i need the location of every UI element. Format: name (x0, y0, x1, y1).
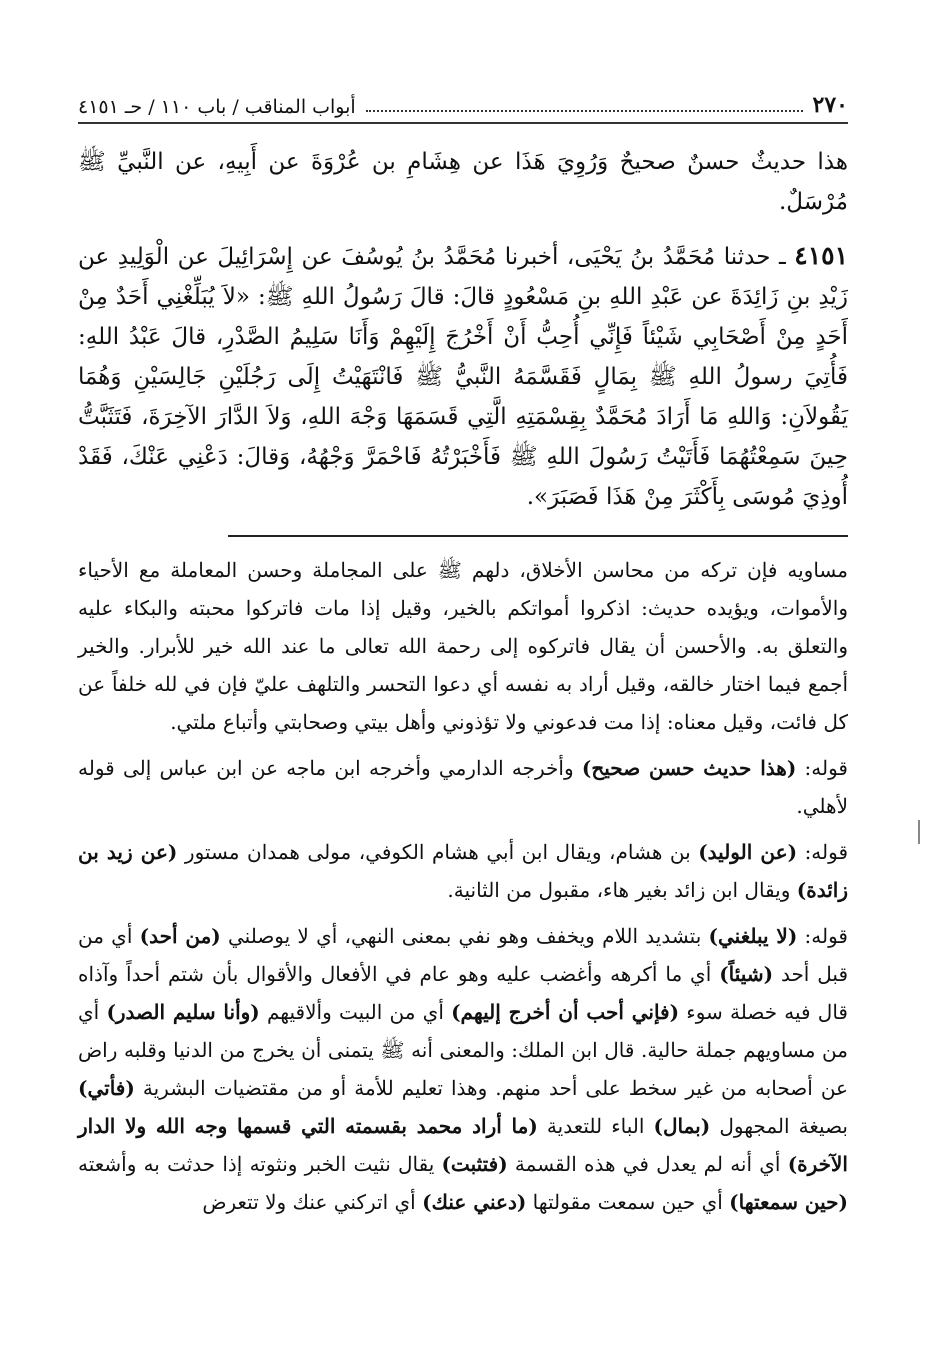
commentary-quote: (فتثبت) (441, 1152, 508, 1176)
commentary-text: وأخرجه الدارمي وأخرجه ابن ماجه عن ابن عباس إلى قوله لأهلي. (78, 756, 848, 818)
scan-edge-mark (918, 820, 920, 844)
commentary-quote: (عن الوليد) (698, 840, 798, 864)
commentary-quote: (ما أراد محمد بقسمته التي قسمها وجه الله ولا الدار الآخرة) (78, 1114, 848, 1176)
commentary-text: أي حين سمعت مقولتها (526, 1190, 730, 1214)
commentary-quote: (وأنا سليم الصدر) (106, 1000, 260, 1024)
page-number: ٢٧٠ (812, 92, 848, 118)
commentary-text: أي من مساويهم جملة حالية. قال ابن الملك: والمعنى أنه ﷺ يتمنى أن يخرج من الدنيا وقلبه راض عن أصحابه من غير سخط على أحد منهم. وهذا تعليم للأمة أو من مقتضيات البشرية (78, 1000, 848, 1100)
commentary-text: أي من قبل أحد (78, 924, 849, 986)
running-header (78, 78, 848, 118)
commentary-text: أي من البيت وألاقيهم (259, 1000, 452, 1024)
commentary-quote: (دعني عنك) (422, 1190, 527, 1214)
commentary-quote: (عن زيد بن زائدة) (78, 840, 848, 902)
commentary-text: ويقال ابن زائد بغير هاء، مقبول من الثانية. (447, 878, 797, 902)
footnote-divider (228, 535, 848, 537)
header-dot-leader (366, 108, 803, 112)
commentary-text: يقال نثيت الخبر ونثوته إذا حدثت به وأشعته (78, 1152, 442, 1176)
commentary-quote: (لا يبلغني) (708, 924, 798, 948)
commentary-paragraph-2 (78, 749, 848, 825)
commentary (78, 551, 848, 1221)
commentary-quote: (حين سمعتها) (729, 1190, 848, 1214)
main-text (78, 142, 848, 517)
main-paragraph-hadith (78, 236, 848, 517)
commentary-quote: (بمال) (653, 1114, 711, 1138)
commentary-paragraph-3 (78, 833, 848, 909)
hadith-number: ٤١٥١ (794, 241, 848, 270)
commentary-text: بتشديد اللام ويخفف وهو نفي بمعنى النهي، أي لا يوصلني (220, 924, 709, 948)
commentary-quote: (هذا حديث حسن صحيح) (581, 756, 797, 780)
commentary-paragraph-1: مساويه فإن تركه من محاسن الأخلاق، دلهم ﷺ على المجاملة وحسن المعاملة مع الأحياء والأموات، ويؤيده حديث: اذكروا أمواتكم بالخير، وقيل إذا مات فاتركوا محبته والبكاء عليه والتعلق به. والأحسن أن يقال فاتركوه إلى رحمة الله تعالى ما عند الله خير للأبرار. والخير أجمع فيما اختار خالقه، وقيل أراد به نفسه أي دعوا التحسر والتلهف عليّ فإن في لله خلفاً عن كل فائت، وقيل معناه: إذا مت فدعوني ولا تؤذوني وأهل بيتي وصحابتي وأتباع ملتي. (78, 558, 848, 734)
commentary-quote: (فإني أحب أن أخرج إليهم) (451, 1000, 680, 1024)
header-rule (78, 122, 848, 124)
commentary-text: قوله: (797, 924, 848, 948)
book-page (78, 78, 848, 1340)
commentary-text: أي ما أكرهه وأغضب عليه وهو عام في الأفعال والأقوال بأن شتم أحداً وآذاه قال فيه خصلة سوء (78, 962, 848, 1024)
commentary-text: أي أنه لم يعدل في هذه القسمة (507, 1152, 788, 1176)
commentary-paragraph-4 (78, 917, 848, 1221)
commentary-text: أي اتركني عنك ولا تتعرض (202, 1190, 423, 1214)
commentary-text: بصيغة المجهول (710, 1114, 848, 1138)
commentary-text: قوله: (796, 756, 848, 780)
main-paragraph-grading: هذا حديثٌ حسنٌ صحيحٌ وَرُوِيَ هَذَا عن هِشَامِ بن عُرْوَةَ عن أَبِيهِ، عن النَّبيِّ ﷺ مُرْسَلٌ. (78, 149, 848, 215)
hadith-text: ـ حدثنا مُحَمَّدُ بنُ يَحْيَى، أخبرنا مُحَمَّدُ بنُ يُوسُفَ عن إِسْرَائِيلَ عن الْوَلِيدِ عن زَيْدِ بنِ زَائِدَةَ عن عَبْدِ اللهِ بنِ مَسْعُودٍ قالَ: قالَ رَسُولُ اللهِ ﷺ: «لاَ يُبَلِّغْنِي أَحَدٌ مِنْ أَحَدٍ مِنْ أَصْحَابِي شَيْئاً فَإِنِّي أُحِبُّ أَنْ أَخْرُجَ إِلَيْهِمْ وَأَنَا سَلِيمُ الصَّدْرِ، قالَ عَبْدُ اللهِ: فَأُتِيَ رسولُ اللهِ ﷺ بِمَالٍ فَقَسَّمَهُ النَّبيُّ ﷺ فَانْتَهَيْتُ إِلَى رَجُلَيْنِ جَالِسَيْنِ وَهُمَا يَقُولاَنِ: وَاللهِ مَا أَرَادَ مُحَمَّدٌ بِقِسْمَتِهِ الَّتِي قَسَمَهَا وَجْهَ اللهِ، وَلاَ الدَّارَ الآخِرَةَ، فَتَثَبَّتُّ حِينَ سَمِعْتُهُمَا فَأَتَيْتُ رَسُولَ اللهِ ﷺ فَأَخْبَرْتُهُ فَاحْمَرَّ وَجْهُهُ، وَقالَ: دَعْنِي عَنْكَ، فَقَدْ أُوذِيَ مُوسَى بِأَكْثَرَ مِنْ هَذَا فَصَبَرَ». (78, 244, 848, 510)
commentary-quote: (فأتي) (78, 1076, 135, 1100)
commentary-quote: (من أحد) (139, 924, 221, 948)
commentary-quote: (شيئاً) (719, 962, 774, 986)
running-title: أبواب المناقب / باب ١١٠ / حـ ٤١٥١ (78, 96, 356, 118)
commentary-text: بن هشام، ويقال ابن أبي هشام الكوفي، مولى همدان مستور (177, 840, 699, 864)
commentary-text: قوله: (797, 840, 849, 864)
commentary-text: الباء للتعدية (537, 1114, 654, 1138)
